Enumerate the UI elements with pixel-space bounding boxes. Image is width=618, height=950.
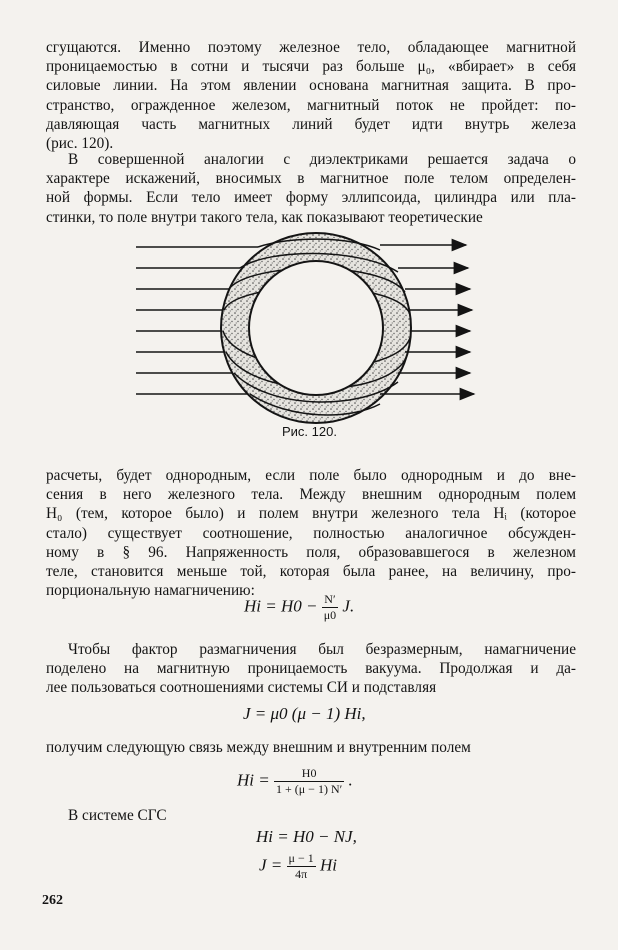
para1-line: силовые линии. На этом явлении основана магнитная защита. В про-: [46, 77, 576, 95]
para1-line: проницаемостью в сотни и тысячи раз больше μ₀, «вбирает» в себя: [46, 58, 576, 76]
para2-line: характере искажений, вносимых в магнитное поле телом определен-: [46, 170, 576, 188]
para4-line: лее пользоваться соотношениями системы СИ и подставляя: [46, 679, 437, 697]
page-number: 262: [42, 893, 63, 908]
para1-line: сгущаются. Именно поэтому железное тело, обладающее магнитной: [46, 39, 576, 56]
formula-1-den: μ0: [323, 608, 337, 622]
ring-hollow: [249, 261, 383, 395]
para3-line: порциональную намагничению:: [46, 582, 255, 600]
formula-cgs-j: [259, 851, 337, 882]
formula-3-num: H0: [274, 766, 344, 782]
formula-3-den: 1 + (μ − 1) N′: [275, 782, 343, 796]
para3-line: расчеты, будет однородным, если поле было однородным и до вне-: [46, 467, 576, 484]
para3-line: теле, становится меньше той, которая была ранее, на величину, про-: [46, 563, 576, 581]
paragraph-5: получим следующую связь между внешним и внутренним полем: [46, 739, 471, 756]
formula-cgs-hi: Hi = H0 − NJ,: [256, 827, 357, 846]
formula-5-num: μ − 1: [288, 851, 314, 865]
formula-1-tail: J.: [342, 596, 355, 616]
para3-line: сения в него железного тела. Между внешним однородным полем: [46, 486, 576, 504]
para1-line: (рис. 120).: [46, 135, 114, 153]
formula-3-tail: .: [348, 770, 353, 790]
formula-1-num: N′: [322, 592, 338, 608]
para3-line: ному в § 96. Напряженность поля, образовавшегося в железном: [46, 543, 576, 561]
formula-hi-ho-nj: [244, 592, 354, 623]
formula-5-tail: Hi: [319, 855, 337, 875]
paragraph-4: [46, 640, 576, 698]
formula-1-lhs: Hi = H0 −: [244, 596, 318, 616]
para3-line: стало) существует соотношение, полностью аналогичное обсужден-: [46, 524, 576, 542]
formula-5-den: 4π: [295, 867, 308, 881]
para4-line: поделено на магнитную проницаемость вакуума. Продолжая и да-: [46, 660, 576, 678]
para4-line: Чтобы фактор размагничения был безразмерным, намагничение: [68, 641, 576, 658]
formula-3-lhs: Hi =: [237, 770, 270, 790]
para1-line: давляющая часть магнитных линий будет идти внутрь железа: [46, 115, 576, 133]
para2-line: стинки, то поле внутри такого тела, как показывают теоретические: [46, 208, 483, 226]
para3-line: H₀ (тем, которое было) и полем внутри железного тела Hᵢ (которое: [46, 505, 576, 523]
formula-j-mu: J = μ0 (μ − 1) Hi,: [243, 704, 366, 723]
para2-line: В совершенной аналогии с диэлектриками решается задача о: [68, 151, 576, 168]
formula-5-lhs: J =: [259, 855, 283, 875]
figure-caption: Рис. 120.: [282, 424, 337, 439]
para1-line: странство, огражденное железом, магнитный поток не пройдет: по-: [46, 96, 576, 114]
paragraph-6: В системе СГС: [68, 807, 167, 824]
formula-hi-fraction: [237, 766, 353, 797]
paragraph-3: [46, 466, 576, 600]
para2-line: ной формы. Если тело имеет форму эллипсоида, цилиндра или пла-: [46, 189, 576, 207]
